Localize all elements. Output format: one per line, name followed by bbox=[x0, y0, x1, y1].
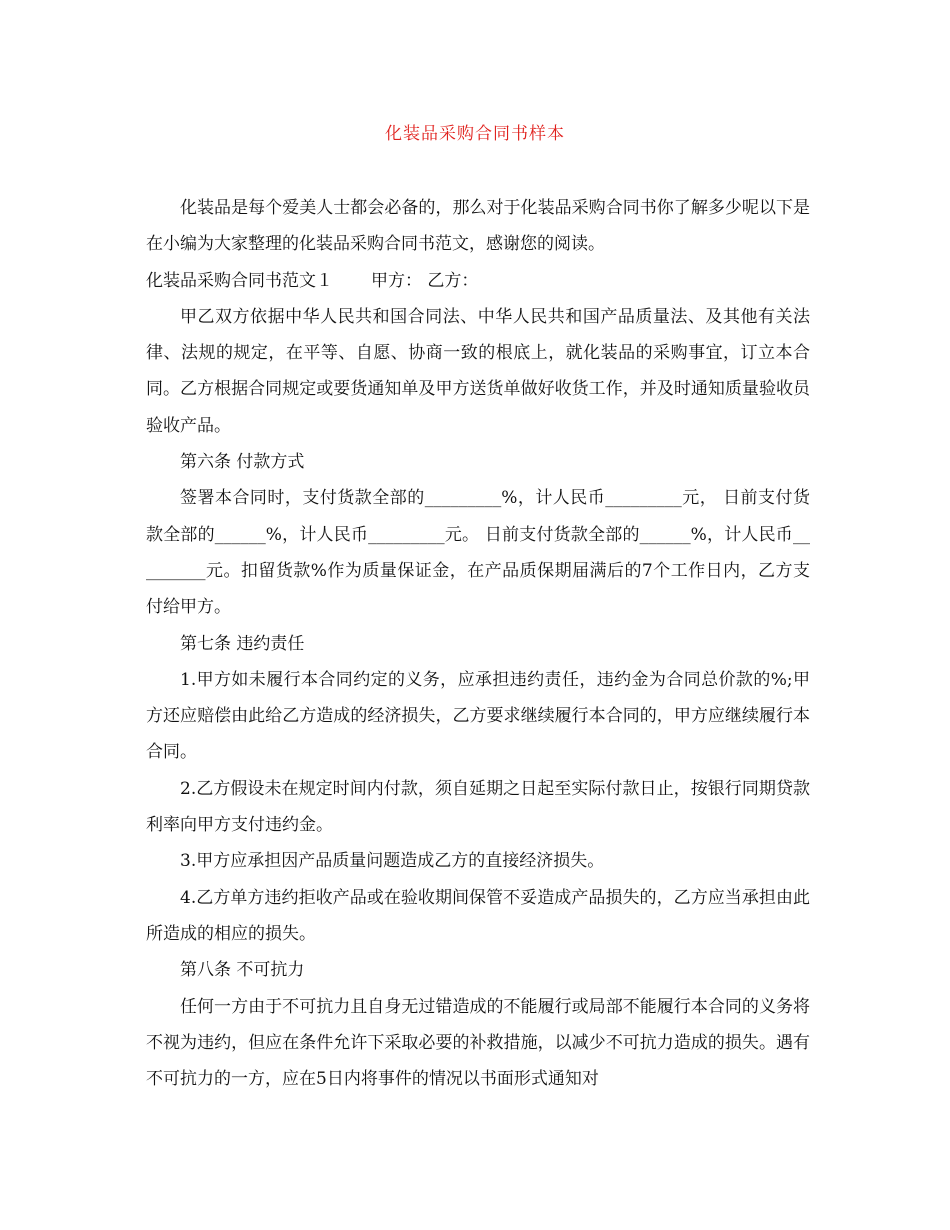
party-b-label: 乙方： bbox=[427, 270, 479, 291]
document-body bbox=[146, 190, 810, 1097]
party-a-label: 甲方： bbox=[371, 270, 422, 291]
paragraph-obligations: 甲乙双方依据中华人民共和国合同法、中华人民共和国产品质量法、及其他有关法律、法规的规定，在平等、自愿、协商一致的根底上，就化装品的采购事宜，订立本合同。乙方根据合同规定或要货通知单及甲方送货单做好收货工作，并及时通知质量验收员验收产品。 bbox=[146, 306, 810, 436]
paragraph-payment: 签署本合同时，支付货款全部的_________%，计人民币_________元， 日前支付货款全部的______%，计人民币_________元。 日前支付货款全部的______%，计人民币_________元。扣留货款%作为质量保证金，在产品质保期届满后的7个工作日内，乙方支付给甲方。 bbox=[146, 488, 810, 618]
article-6-heading: 第六条 付款方式 bbox=[180, 452, 305, 473]
clause-7-2: 2.乙方假设未在规定时间内付款，须自延期之日起至实际付款日止，按银行同期贷款利率向甲方支付违约金。 bbox=[146, 778, 810, 836]
intro-paragraph: 化装品是每个爱美人士都会必备的，那么对于化装品采购合同书你了解多少呢以下是在小编为大家整理的化装品采购合同书范文，感谢您的阅读。 bbox=[146, 198, 810, 255]
sample-heading-name: 化装品采购合同书范文１ bbox=[146, 270, 333, 291]
clause-7-1: 1.甲方如未履行本合同约定的义务，应承担违约责任，违约金为合同总价款的%;甲方还应赔偿由此给乙方造成的经济损失，乙方要求继续履行本合同的，甲方应继续履行本合同。 bbox=[146, 669, 810, 763]
clause-7-3: 3.甲方应承担因产品质量问题造成乙方的直接经济损失。 bbox=[180, 851, 605, 872]
sample-heading-line bbox=[146, 263, 810, 299]
clause-7-4: 4.乙方单方违约拒收产品或在验收期间保管不妥造成产品损失的，乙方应当承担由此所造成的相应的损失。 bbox=[146, 887, 810, 944]
article-8-heading: 第八条 不可抗力 bbox=[180, 960, 305, 981]
paragraph-force-majeure: 任何一方由于不可抗力且自身无过错造成的不能履行或局部不能履行本合同的义务将不视为违约，但应在条件允许下采取必要的补救措施，以减少不可抗力造成的损失。遇有不可抗力的一方，应在5日内将事件的情况以书面形式通知对 bbox=[146, 996, 810, 1090]
article-7-heading: 第七条 违约责任 bbox=[180, 633, 305, 654]
document-title: 化装品采购合同书样本 bbox=[385, 124, 565, 144]
